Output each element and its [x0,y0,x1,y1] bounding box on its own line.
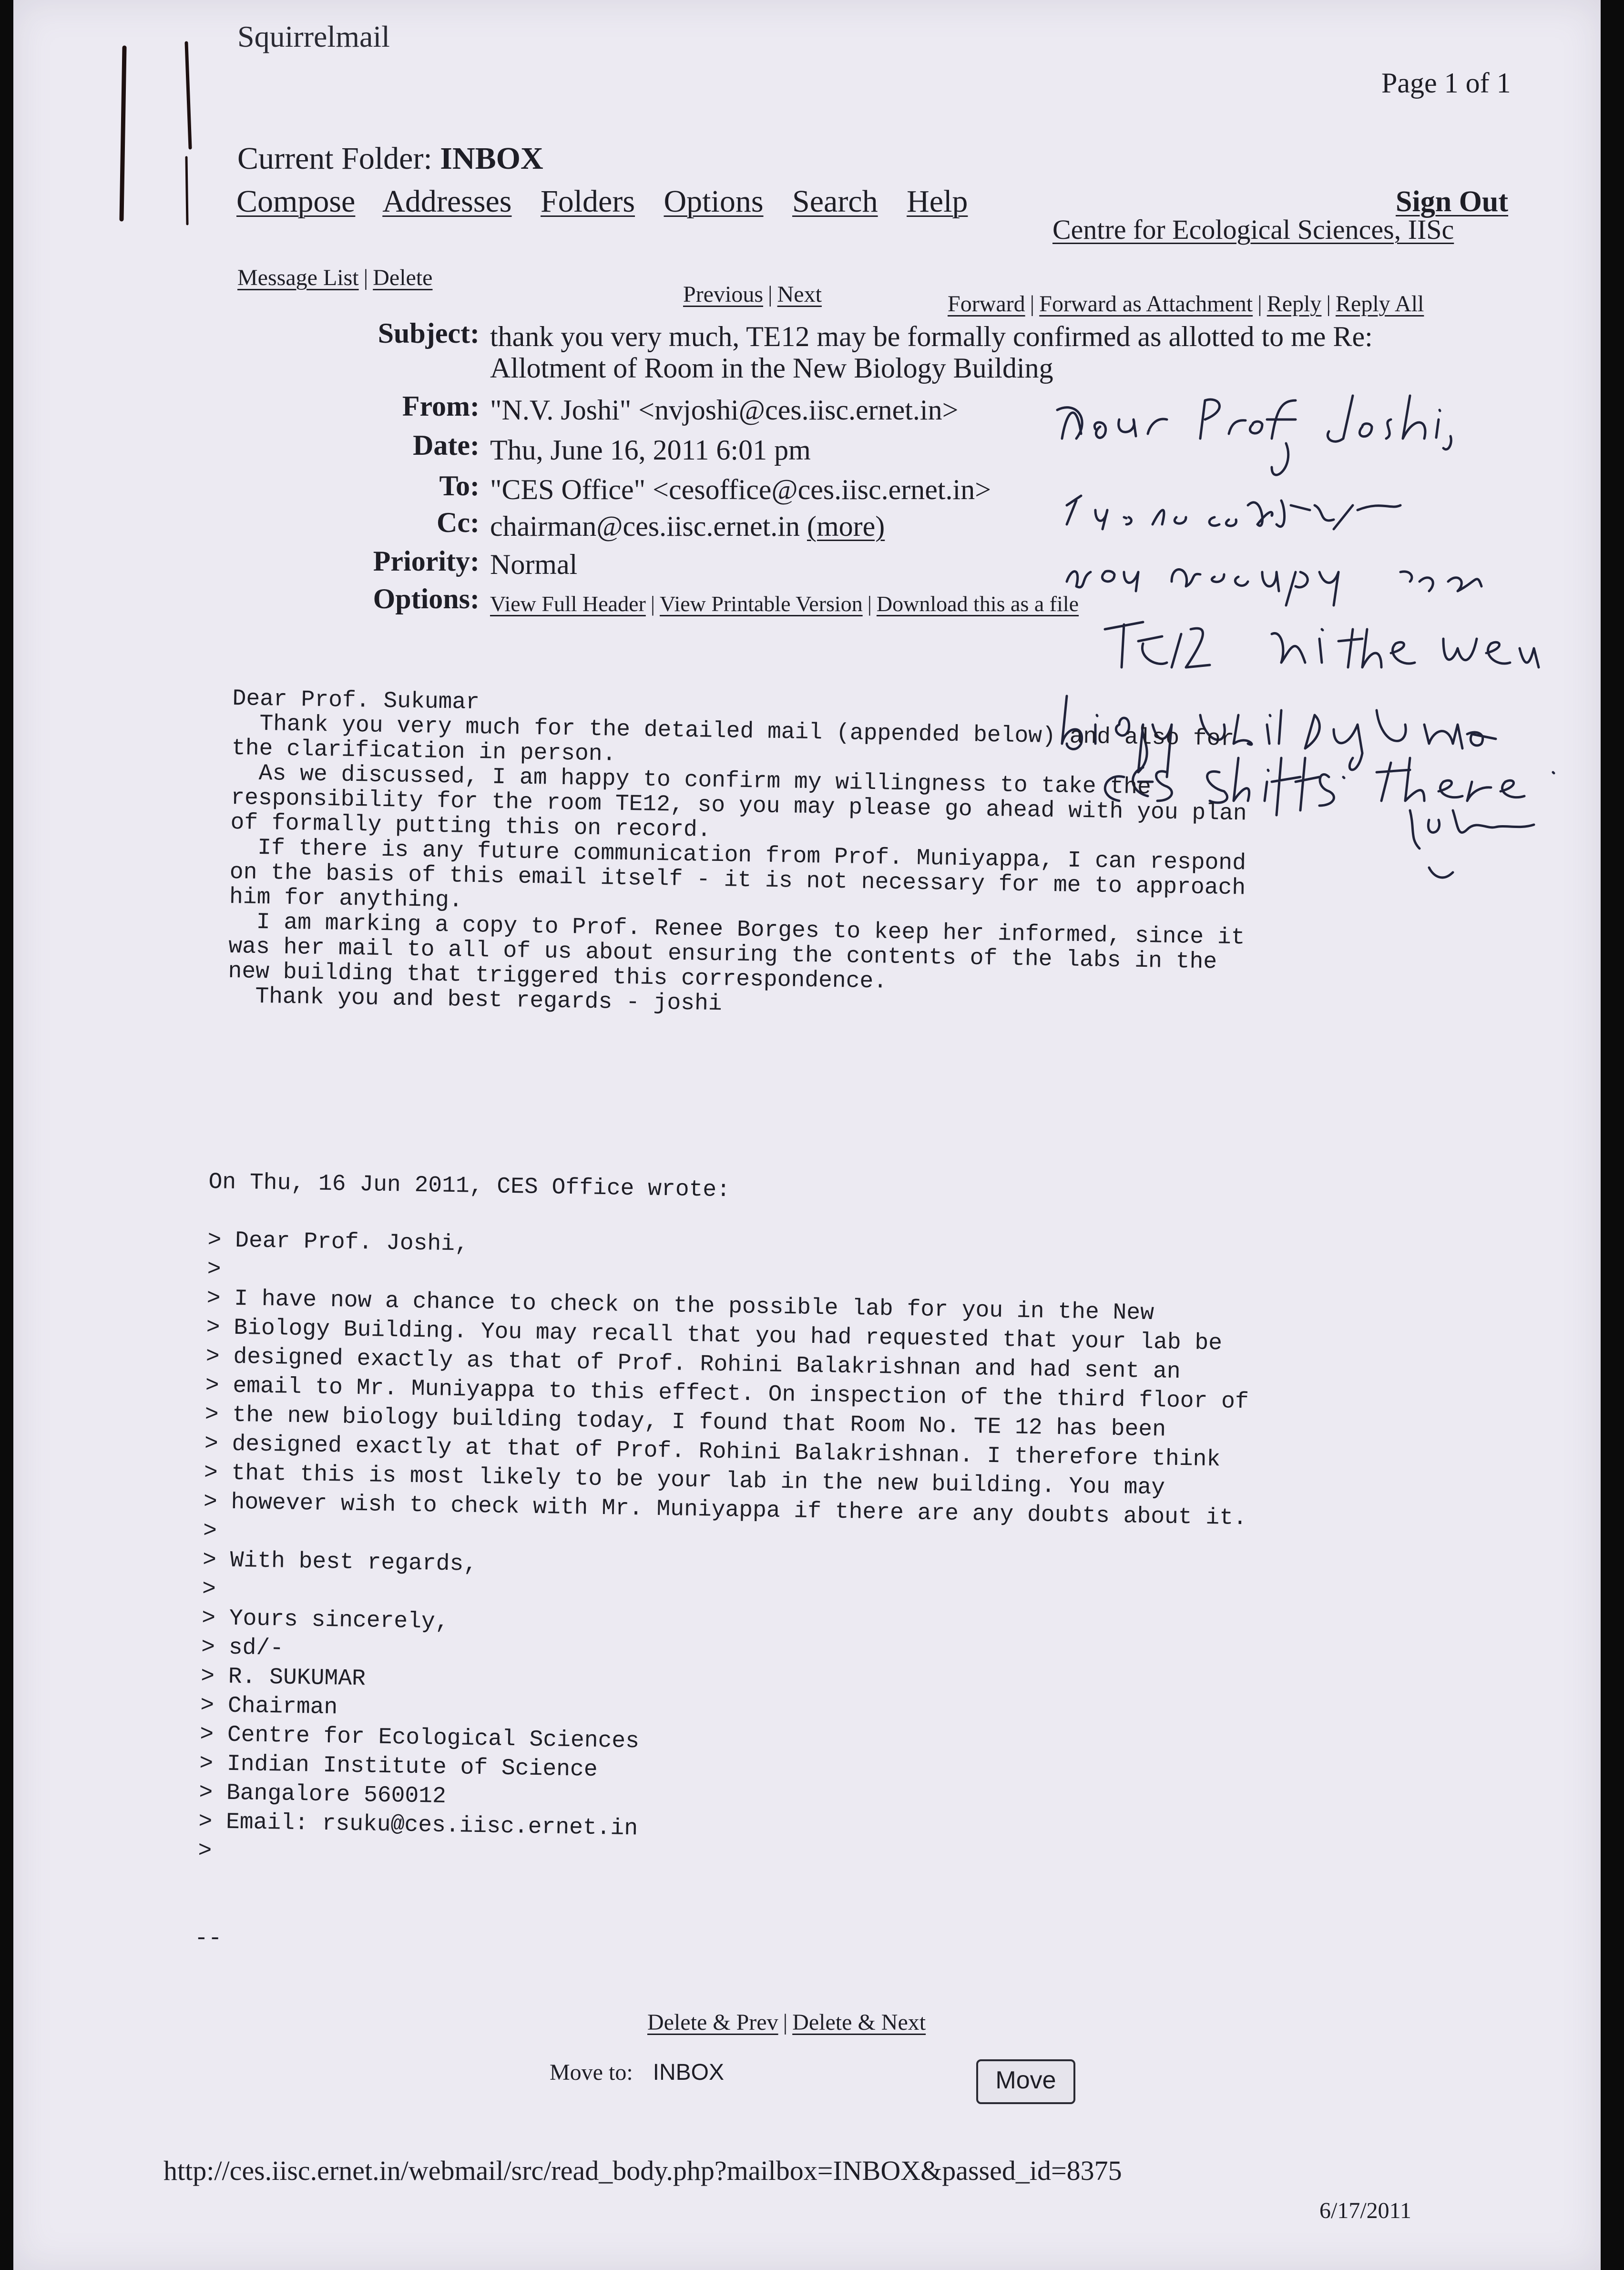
folder-label: Current Folder: [237,141,432,176]
options-label: Options: [373,583,480,614]
cc-row [490,510,885,543]
bottom-actions: Delete & Prev | Delete & Next [647,2010,926,2035]
date-label: Date: [413,429,480,461]
current-folder [237,141,543,177]
priority-value: Normal [490,549,578,580]
nav-addresses[interactable]: Addresses [382,184,512,219]
nav-search[interactable]: Search [792,184,878,219]
message-body: Dear Prof. Sukumar Thank you very much for the detailed mail (appended below) and also for the clarification in person. As we discussed, I am happy to confirm my willingness to take the responsibility for the room TE12, so you may please go ahead with you plan of formally putting this on record. If there is any future communication from Prof. Muniyappa, I can respond on the basis of this email itself - it is not necessary for me to approach him for anything. I am marking a copy to Prof. Renee Borges to keep her informed, since it was her mail to all of us about ensuring the contents of the labs in the new building that triggered this correspondence. Thank you and best regards - joshi [227,686,1247,1017]
top-cut-text: Squirrelmail [237,20,390,53]
reply-all-link[interactable]: Reply All [1336,291,1424,317]
delete-prev-link[interactable]: Delete & Prev [647,2010,778,2035]
message-actions: Message List | Delete [237,265,433,290]
delete-link[interactable]: Delete [373,265,433,290]
move-to-label: Move to: [550,2060,633,2085]
print-date: 6/17/2011 [1319,2198,1411,2223]
pagination: Previous | Next [683,282,822,307]
print-url: http://ces.iisc.ernet.in/webmail/src/read_body.php?mailbox=INBOX&passed_id=8375 [163,2155,1122,2186]
forward-link[interactable]: Forward [948,291,1025,317]
next-link[interactable]: Next [777,282,822,307]
message-list-link[interactable]: Message List [237,265,359,290]
from-label: From: [402,390,480,422]
cc-more-link[interactable]: (more) [807,511,885,542]
subject-label: Subject: [378,317,480,349]
delete-next-link[interactable]: Delete & Next [792,2010,926,2035]
to-value: "CES Office" <cesoffice@ces.iisc.ernet.in> [490,474,991,505]
header-options: View Full Header | View Printable Version | Download this as a file [490,592,1079,616]
from-value: "N.V. Joshi" <nvjoshi@ces.iisc.ernet.in> [490,394,959,426]
move-to-row [550,2059,724,2086]
priority-label: Priority: [373,545,480,577]
nav-folders[interactable]: Folders [541,184,635,219]
cc-value: chairman@ces.iisc.ernet.in [490,511,800,542]
nav-options[interactable]: Options [664,184,764,219]
subject-line-2: Allotment of Room in the New Biology Building [490,352,1053,384]
to-label: To: [439,470,480,501]
reply-link[interactable]: Reply [1267,291,1322,317]
quoted-message: On Thu, 16 Jun 2011, CES Office wrote: > Dear Prof. Joshi, > > I have now a chance to check on the possible lab for you in the New > Biology Building. You may recall that you had requested that your lab be > designed exactly as that of Prof. Rohini Balakrishnan and had sent an > email to Mr. Muniyappa to this effect. On inspection of the third floor of > the new biology building today, I found that Room No. TE 12 has been > designed exactly at that of Prof. Rohini Balakrishnan. I therefore think > that this is most likely to be your lab in the new building. You may > however wish to check with Mr. Muniyappa if there are any doubts about it. > > With best regards, > > Yours sincerely, > sd/- > R. SUKUMAR > Chairman > Centre for Ecological Sciences > Indian Institute of Science > Bangalore 560012 > Email: rsuku@ces.iisc.ernet.in > [198,1169,1249,1864]
sign-out-link[interactable]: Sign Out [1396,185,1509,218]
nav-compose[interactable]: Compose [236,184,356,219]
forward-attachment-link[interactable]: Forward as Attachment [1039,291,1253,317]
org-link[interactable]: Centre for Ecological Sciences, IISc [1052,214,1454,245]
main-nav [236,184,989,220]
move-button[interactable]: Move [976,2059,1075,2104]
signature-separator: -- [194,1926,222,1952]
previous-link[interactable]: Previous [683,282,763,307]
view-full-header-link[interactable]: View Full Header [490,592,646,616]
nav-help[interactable]: Help [907,184,968,219]
cc-label: Cc: [437,507,480,538]
view-printable-link[interactable]: View Printable Version [660,592,863,616]
folder-name: INBOX [440,141,543,176]
date-value: Thu, June 16, 2011 6:01 pm [490,434,811,466]
reply-actions: Forward | Forward as Attachment | Reply | Reply All [948,291,1424,317]
page-number: Page 1 of 1 [1381,67,1511,99]
printed-page [13,0,1601,2270]
subject-line-1: thank you very much, TE12 may be formally confirmed as allotted to me Re: [490,321,1373,352]
binder-punch-marks-icon [115,38,210,229]
download-link[interactable]: Download this as a file [876,592,1079,616]
move-to-select[interactable]: INBOX [653,2060,725,2085]
